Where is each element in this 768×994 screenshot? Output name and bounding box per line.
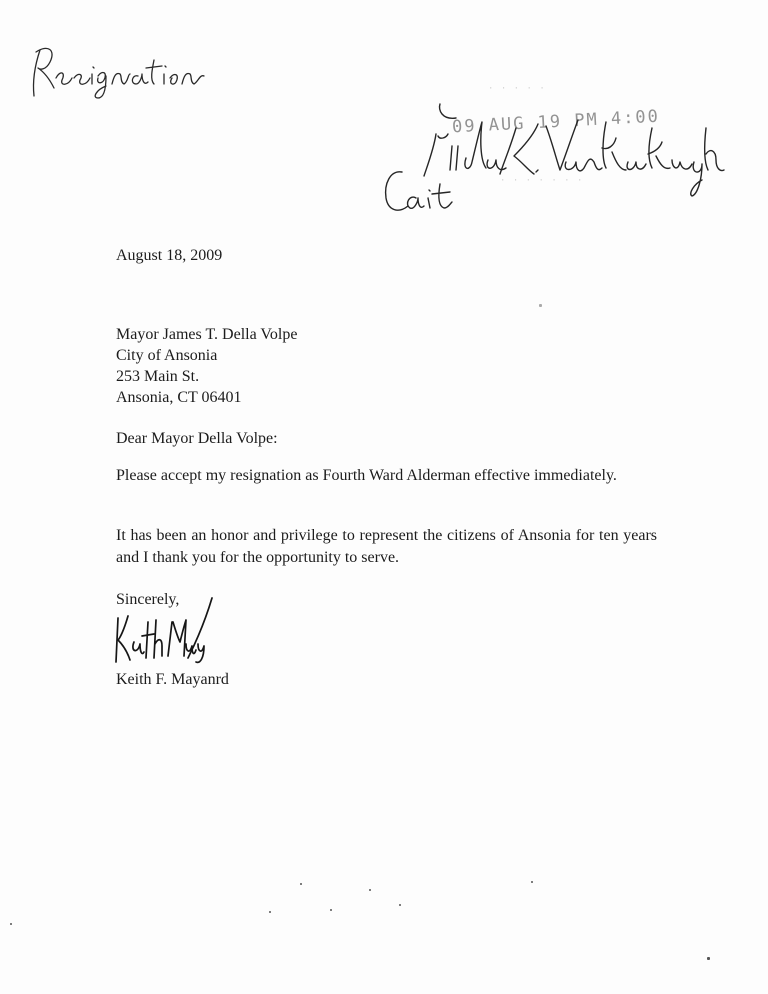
stamp-faint-marks: · · · · · · · (500, 176, 584, 186)
signer-name: Keith F. Mayanrd (116, 671, 229, 688)
stamp-faint-marks: · · · · · (488, 84, 546, 94)
scan-speck (369, 889, 371, 891)
scan-speck (707, 957, 710, 960)
signer-handwritten-signature (112, 592, 222, 668)
body-paragraph-2: It has been an honor and privilege to represent the citizens of Ansonia for ten years and I thank you for the opportunity to serve. (116, 527, 657, 566)
scan-speck (269, 911, 271, 913)
salutation: Dear Mayor Della Volpe: (116, 430, 278, 447)
closing: Sincerely, (116, 591, 180, 608)
scan-speck (531, 881, 533, 883)
clerk-handwritten-signature (376, 98, 726, 220)
letter-date: August 18, 2009 (116, 247, 223, 264)
scan-speck (539, 304, 542, 307)
scan-speck (300, 883, 302, 885)
recipient-line: City of Ansonia (116, 347, 218, 364)
recipient-line: Mayor James T. Della Volpe (116, 326, 298, 343)
body-paragraph-1: Please accept my resignation as Fourth Ward Alderman effective immediately. (116, 467, 617, 484)
received-stamp: 09 AUG 19 PM 4:00 (451, 106, 661, 138)
recipient-line: 253 Main St. (116, 368, 200, 385)
recipient-line: Ansonia, CT 06401 (116, 389, 242, 406)
scan-speck (330, 909, 332, 911)
scan-speck (399, 904, 401, 906)
scan-speck (10, 923, 12, 925)
handwritten-resignation-note (26, 40, 226, 102)
